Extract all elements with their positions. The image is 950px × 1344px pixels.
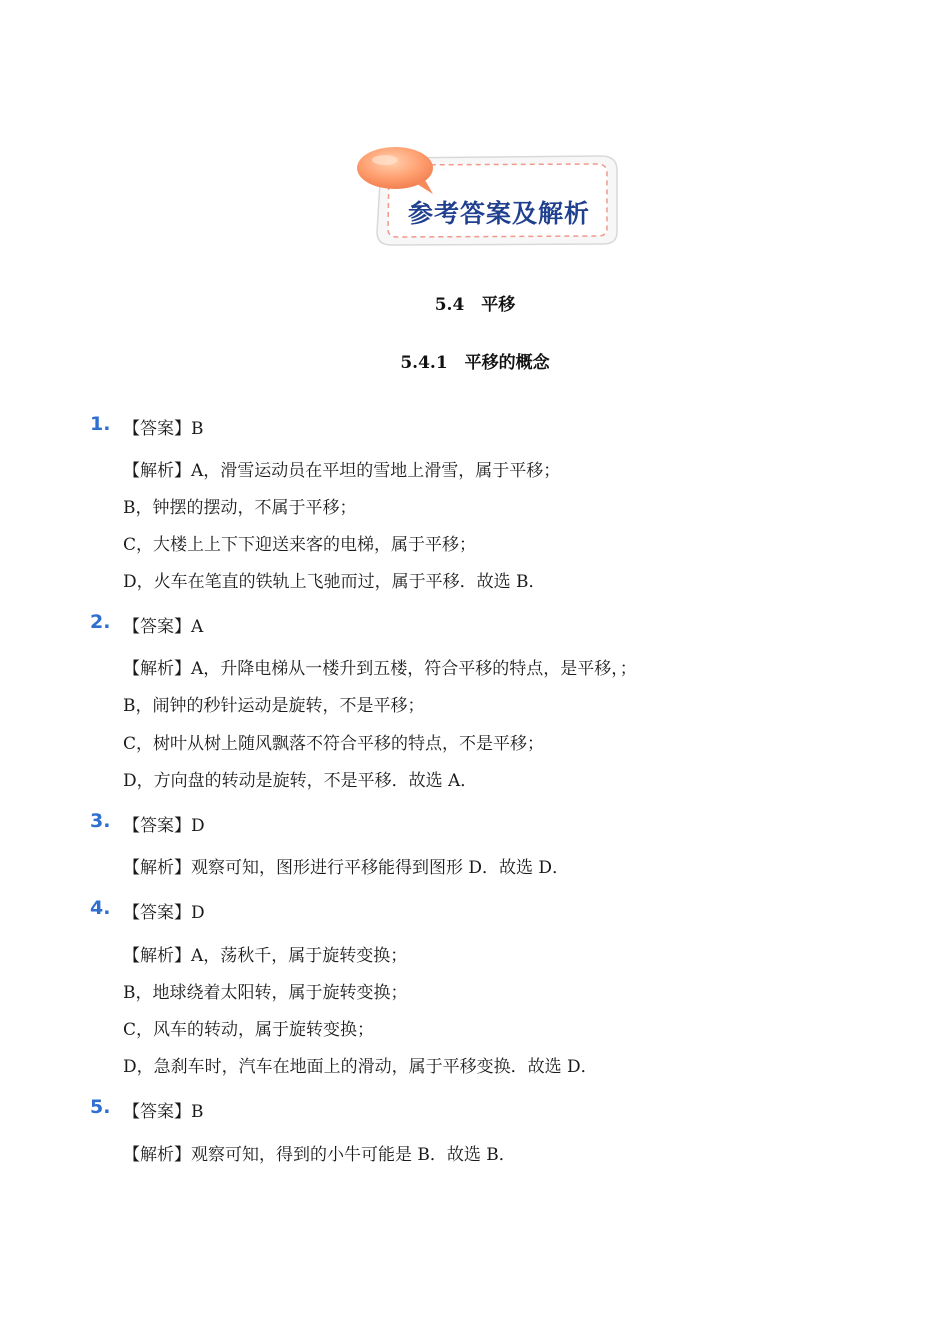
section-title: 5.4 平移 bbox=[434, 295, 516, 315]
analysis-line: 【解析】观察可知，图形进行平移能得到图形 D．故选 D． bbox=[123, 858, 570, 878]
analysis-line: C，大楼上上下下迎送来客的电梯，属于平移； bbox=[123, 535, 477, 555]
analysis-line: D，火车在笔直的铁轨上飞驰而过，属于平移．故选 B． bbox=[123, 572, 546, 592]
analysis-line: 【解析】A，荡秋千，属于旋转变换； bbox=[123, 946, 408, 966]
analysis-line: D，方向盘的转动是旋转，不是平移．故选 A． bbox=[123, 771, 478, 791]
answer-line: 【答案】D bbox=[123, 816, 205, 836]
answer-line: 【答案】A bbox=[123, 617, 204, 637]
analysis-line: D，急刹车时，汽车在地面上的滑动，属于平移变换．故选 D． bbox=[123, 1057, 598, 1077]
subsection-title: 5.4.1 平移的概念 bbox=[400, 353, 550, 373]
answer-line: 【答案】D bbox=[123, 903, 205, 923]
analysis-line: C，风车的转动，属于旋转变换； bbox=[123, 1020, 375, 1040]
question-number: 5. bbox=[90, 1096, 111, 1118]
question-number: 1. bbox=[90, 413, 111, 435]
analysis-line: 【解析】A，滑雪运动员在平坦的雪地上滑雪，属于平移； bbox=[123, 461, 561, 481]
banner-title: 参考答案及解析 bbox=[407, 199, 590, 228]
analysis-line: B，闹钟的秒针运动是旋转，不是平移； bbox=[123, 696, 425, 716]
analysis-line: 【解析】观察可知，得到的小牛可能是 B．故选 B． bbox=[123, 1145, 516, 1165]
answer-line: 【答案】B bbox=[123, 419, 204, 439]
analysis-line: B，钟摆的摆动，不属于平移； bbox=[123, 498, 357, 518]
answer-line: 【答案】B bbox=[123, 1102, 204, 1122]
analysis-line: 【解析】A，升降电梯从一楼升到五楼，符合平移的特点，是平移，； bbox=[123, 659, 637, 679]
analysis-line: B，地球绕着太阳转，属于旋转变换； bbox=[123, 983, 408, 1003]
question-number: 4. bbox=[90, 897, 111, 919]
question-number: 3. bbox=[90, 810, 111, 832]
answer-banner bbox=[355, 146, 625, 250]
analysis-line: C，树叶从树上随风飘落不符合平移的特点，不是平移； bbox=[123, 734, 545, 754]
question-number: 2. bbox=[90, 611, 111, 633]
